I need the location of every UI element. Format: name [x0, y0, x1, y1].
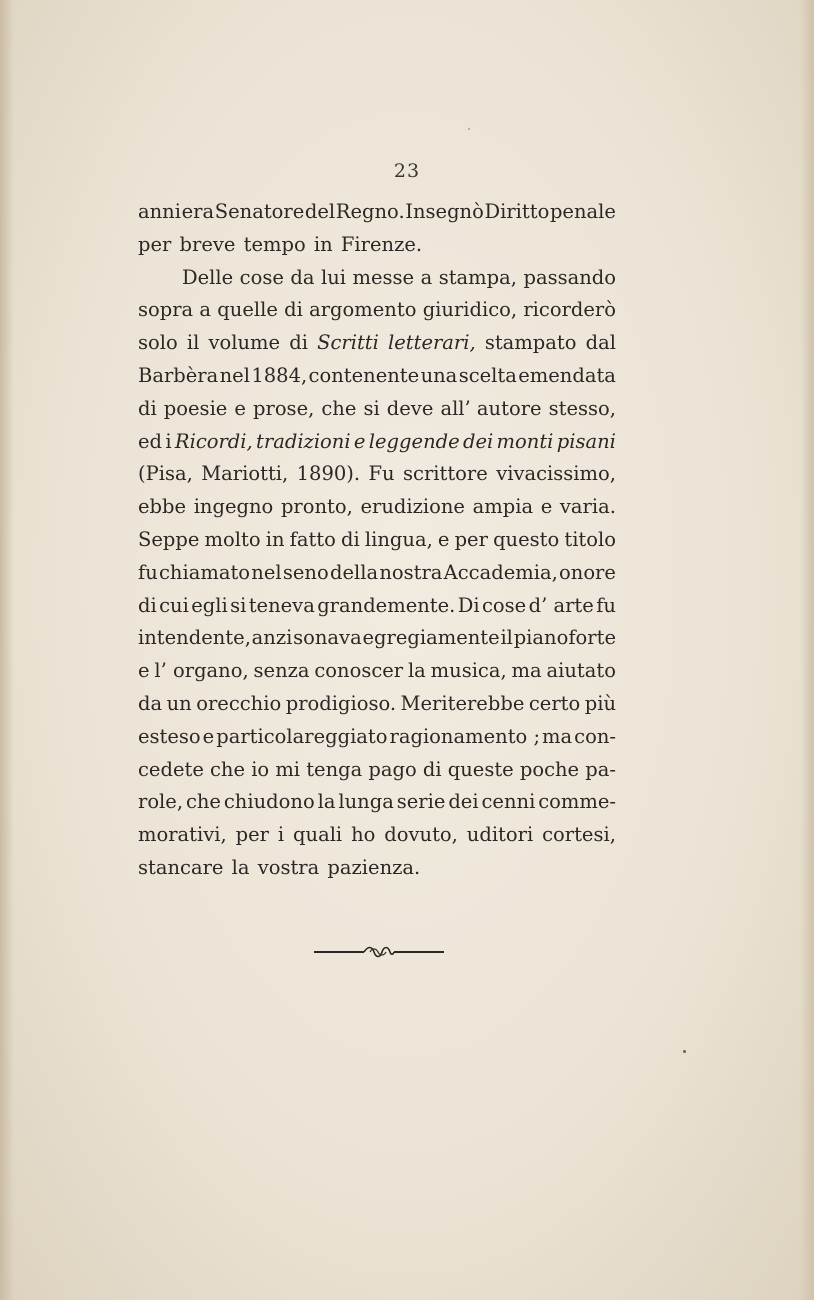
word: intendente, — [138, 626, 251, 650]
word: Mariotti, — [201, 462, 289, 486]
word: che — [321, 396, 357, 420]
word: stampato — [484, 331, 577, 355]
word: di — [138, 593, 157, 617]
word: particolareggiato — [216, 724, 388, 748]
text-line — [138, 754, 616, 787]
word: si — [230, 593, 247, 617]
word: musica, — [430, 659, 507, 683]
word: teneva — [248, 593, 315, 617]
word: di — [138, 396, 157, 420]
word: erudizione — [360, 495, 465, 519]
word: stesso, — [548, 396, 616, 420]
word: role, — [138, 790, 184, 814]
word: 1884, — [251, 363, 308, 387]
word: cose — [482, 593, 527, 617]
word: anni — [138, 200, 181, 223]
word: lunga — [338, 790, 394, 814]
word: Firenze. — [340, 232, 423, 256]
word: penale — [549, 200, 616, 223]
word: a — [420, 265, 433, 289]
word: ma — [542, 724, 573, 748]
text-line — [138, 786, 616, 819]
word: quali — [293, 823, 343, 847]
word: una — [420, 363, 458, 387]
word: esteso — [138, 724, 201, 748]
word: poesie — [163, 396, 228, 420]
word: onore — [559, 560, 616, 584]
word: quelle — [217, 298, 278, 322]
word: breve — [179, 232, 236, 256]
word: fu — [138, 560, 158, 584]
word: e — [138, 659, 150, 683]
word: dovuto, — [384, 823, 458, 847]
word: era — [181, 200, 215, 223]
word: cui — [159, 593, 189, 617]
word: un — [166, 691, 192, 715]
word: molto — [204, 527, 261, 551]
word: cenni — [481, 790, 536, 814]
word: e — [234, 396, 246, 420]
word: l’ organo, — [154, 659, 249, 683]
word: d’ arte — [528, 593, 594, 617]
word: vivacissimo, — [496, 462, 616, 486]
word: pronto, — [280, 495, 353, 519]
word: cedete — [138, 757, 204, 781]
word: Fu — [368, 462, 395, 486]
italic-word: tradizioni — [256, 429, 351, 453]
word: stancare — [138, 855, 224, 879]
word: scelta — [458, 363, 517, 387]
word: poche — [519, 757, 580, 781]
word: nostra — [379, 560, 443, 584]
word: la — [317, 790, 336, 814]
word: ebbe — [138, 495, 187, 519]
word: argomento — [309, 298, 417, 322]
word: più — [584, 691, 616, 715]
italic-word: letterari, — [388, 331, 476, 355]
word: egli — [191, 593, 228, 617]
word: Seppe — [138, 527, 200, 551]
word: grandemente. — [317, 593, 456, 617]
word: lui — [320, 265, 347, 289]
word: e — [540, 495, 553, 519]
word: nel — [251, 560, 282, 584]
word: senza — [253, 659, 310, 683]
word: morativi, — [138, 823, 227, 847]
page-edge-right — [800, 0, 814, 1300]
word: ed — [138, 429, 163, 453]
word: e — [202, 724, 215, 748]
word: conoscer — [314, 659, 404, 683]
word: a — [199, 298, 212, 322]
word: chiamato — [159, 560, 251, 584]
word: 1890). — [296, 462, 361, 486]
word: la — [231, 855, 250, 879]
word: stampa, — [438, 265, 517, 289]
word: per — [235, 823, 269, 847]
italic-word: Ricordi, — [174, 429, 253, 453]
paper-speck — [683, 1050, 686, 1053]
word: all’ autore — [440, 396, 542, 420]
word: contenente — [308, 363, 420, 387]
text-line — [138, 557, 616, 590]
word: pazienza. — [327, 855, 421, 879]
word: emendata — [518, 363, 616, 387]
text-line — [138, 426, 616, 459]
word: dal — [585, 331, 616, 355]
text-line — [138, 229, 616, 262]
word: il — [186, 331, 200, 355]
word: Insegnò — [405, 200, 484, 223]
word: scrittore — [403, 462, 488, 486]
word: Meriterebbe — [400, 691, 525, 715]
page-number: 23 — [393, 160, 421, 182]
word: Barbèra — [138, 363, 219, 387]
word: queste — [447, 757, 514, 781]
word: prose, — [253, 396, 315, 420]
italic-word: Scritti — [317, 331, 379, 355]
word: per — [454, 527, 488, 551]
word: Regno. — [335, 200, 405, 223]
word: ragionamento ; — [389, 724, 541, 748]
word: volume — [208, 331, 281, 355]
word: con- — [574, 724, 616, 748]
text-line — [138, 491, 616, 524]
text-line — [138, 524, 616, 557]
word: da — [138, 691, 163, 715]
word: pa- — [585, 757, 616, 781]
word: serie — [396, 790, 446, 814]
word: di — [284, 298, 303, 322]
word: Di — [457, 593, 480, 617]
word: cose — [239, 265, 284, 289]
word: ho — [351, 823, 376, 847]
word: in — [265, 527, 285, 551]
word: la — [407, 659, 426, 683]
text-line — [138, 294, 616, 327]
text-line — [138, 655, 616, 688]
word: Delle — [182, 265, 234, 289]
word: anzi — [251, 626, 293, 650]
word: che — [185, 790, 221, 814]
word: Accademia, — [443, 560, 558, 584]
word: si — [363, 396, 380, 420]
word: egregiamente — [362, 626, 500, 650]
word: certo — [528, 691, 581, 715]
text-line — [138, 393, 616, 426]
word: pago — [368, 757, 417, 781]
word: della — [329, 560, 379, 584]
word: questo — [493, 527, 560, 551]
text-line — [138, 721, 616, 754]
word: i — [277, 823, 285, 847]
word: di — [341, 527, 360, 551]
text-line — [138, 852, 616, 885]
word: sopra — [138, 298, 194, 322]
word: lingua, — [364, 527, 433, 551]
word: uditori — [466, 823, 534, 847]
text-line — [138, 262, 616, 295]
italic-word: monti — [496, 429, 554, 453]
word: messe — [352, 265, 415, 289]
word: e — [437, 527, 450, 551]
word: ricorderò — [523, 298, 616, 322]
italic-word: pisani — [556, 429, 616, 453]
word: chiudono — [223, 790, 315, 814]
word: aiutato — [546, 659, 616, 683]
word: pianoforte — [513, 626, 616, 650]
body-text — [138, 196, 616, 885]
word: Diritto — [484, 200, 550, 223]
word: Senatore — [214, 200, 305, 223]
text-line — [138, 622, 616, 655]
word: deve — [386, 396, 434, 420]
text-line — [138, 196, 616, 229]
paper-speck — [468, 128, 470, 130]
word: solo — [138, 331, 178, 355]
word: ingegno — [193, 495, 274, 519]
word: del — [304, 200, 336, 223]
italic-word: leggende — [368, 429, 460, 453]
text-line — [138, 327, 616, 360]
word: nel — [219, 363, 250, 387]
word: dei — [448, 790, 479, 814]
word: seno — [282, 560, 329, 584]
word: da — [290, 265, 315, 289]
word: orecchio — [196, 691, 282, 715]
text-line — [138, 819, 616, 852]
word: i — [165, 429, 172, 453]
text-line — [138, 360, 616, 393]
word: varia. — [559, 495, 616, 519]
italic-word: dei — [462, 429, 494, 453]
word: il — [500, 626, 513, 650]
word: tenga — [306, 757, 363, 781]
word: in — [313, 232, 333, 256]
word: sonava — [293, 626, 362, 650]
word: passando — [523, 265, 616, 289]
italic-word: e — [353, 429, 366, 453]
word: fatto — [289, 527, 336, 551]
word: tempo — [243, 232, 306, 256]
word: che — [210, 757, 246, 781]
word: titolo — [564, 527, 616, 551]
word: (Pisa, — [138, 462, 193, 486]
word: fu — [596, 593, 616, 617]
word: prodigioso. — [285, 691, 397, 715]
word: per — [138, 232, 172, 256]
word: comme- — [538, 790, 616, 814]
word: giuridico, — [422, 298, 518, 322]
word: ma — [511, 659, 542, 683]
word: di — [422, 757, 442, 781]
word: vostra — [257, 855, 320, 879]
word: mi — [275, 757, 301, 781]
page-edge-left — [0, 0, 14, 1300]
text-line — [138, 590, 616, 623]
word: io — [251, 757, 270, 781]
word: ampia — [472, 495, 534, 519]
word: di — [289, 331, 308, 355]
tailpiece-ornament-icon — [314, 944, 444, 960]
word: cortesi, — [542, 823, 616, 847]
text-line — [138, 688, 616, 721]
text-line — [138, 458, 616, 491]
